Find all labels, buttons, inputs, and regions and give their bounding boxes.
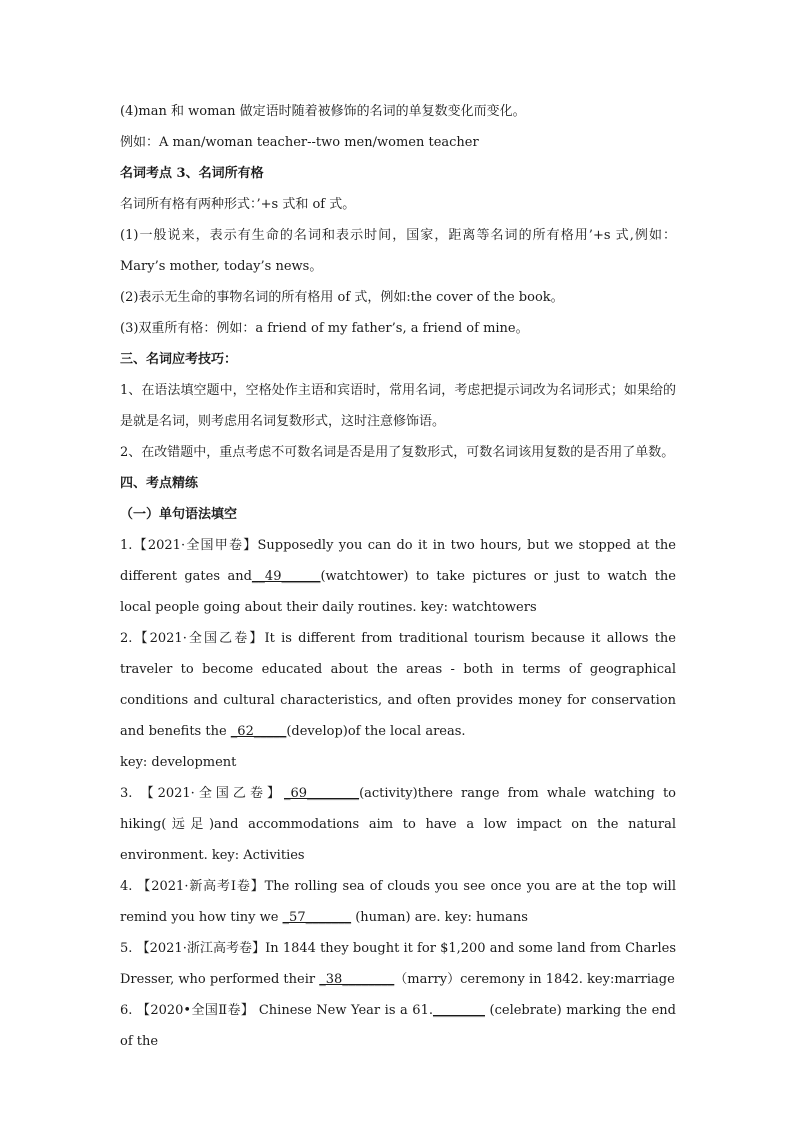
- exercise-text: (develop)of the local areas.: [286, 724, 466, 739]
- answer-blank: __49______: [251, 569, 321, 584]
- exercise-text: 3. 【2021·全国乙卷】: [120, 786, 285, 801]
- exercise-item: [120, 778, 676, 871]
- paragraph: (4)man 和 woman 做定语时随着被修饰的名词的单复数变化而变化。: [120, 104, 526, 119]
- answer-blank: ________: [432, 1003, 485, 1018]
- exercise-text: (watchtower) to take pictures or just to watch the local people going about their daily routines. key: watchtowers: [120, 569, 676, 615]
- answer-blank: _57_______: [282, 910, 352, 925]
- paragraph: 例如：A man/woman teacher--two men/women teacher: [120, 135, 479, 150]
- exercise-text: 4. 【2021·新高考Ⅰ卷】The rolling sea of clouds you see once you are at the top will remind you how tiny we: [120, 879, 676, 925]
- answer-blank: _62_____: [230, 724, 287, 739]
- paragraph: (2)表示无生命的事物名词的所有格用 of 式，例如:the cover of the book。: [120, 290, 564, 305]
- paragraph: 名词所有格有两种形式：’+s 式和 of 式。: [120, 197, 356, 212]
- exercise-text: 6. 【2020•全国Ⅱ卷】 Chinese New Year is a 61.: [120, 1003, 433, 1018]
- exercise-text: (celebrate) marking the end of the: [120, 1003, 676, 1049]
- exercise-item: [120, 530, 676, 623]
- exercise-text: (human) are. key: humans: [355, 910, 528, 925]
- exercise-item: [120, 871, 676, 933]
- exercise-text: (activity)there range from whale watching to hiking(远足)and accommodations aim to have a low impact on the natural environment. key: Activities: [120, 786, 676, 863]
- paragraph: (3)双重所有格：例如：a friend of my father’s, a friend of mine。: [120, 321, 529, 336]
- exercise-text: 1.【2021·全国甲卷】Supposedly you can do it in two hours, but we stopped at the different gates and: [120, 538, 676, 584]
- document-body: [120, 96, 676, 1057]
- exercise-text: 5. 【2021·浙江高考卷】In 1844 they bought it for $1,200 and some land from Charles Dresser, who performed their: [120, 941, 676, 987]
- answer-blank: _38________: [319, 972, 395, 987]
- answer-key: key: development: [120, 755, 237, 770]
- exercise-item: [120, 623, 676, 747]
- section-heading: 四、考点精练: [120, 476, 199, 491]
- paragraph: 1、在语法填空题中，空格处作主语和宾语时，常用名词，考虑把提示词改为名词形式；如果给的是就是名词，则考虑用名词复数形式，这时注意修饰语。: [120, 383, 676, 429]
- exercise-item: [120, 995, 676, 1057]
- answer-blank: _69________: [284, 786, 360, 801]
- section-heading: 三、名词应考技巧：: [120, 352, 238, 367]
- exercise-text: 2.【2021·全国乙卷】It is different from traditional tourism because it allows the traveler to become educated about the areas - both in terms of geographical conditions and cultural characteristics, and often provides money for conservation and benefits the: [120, 631, 676, 739]
- exercise-text: （marry）ceremony in 1842. key:marriage: [394, 972, 675, 987]
- paragraph: 2、在改错题中，重点考虑不可数名词是否是用了复数形式，可数名词该用复数的是否用了单数。: [120, 445, 675, 460]
- paragraph: (1)一般说来，表示有生命的名词和表示时间，国家，距离等名词的所有格用’+s 式,例如：Mary’s mother, today’s news。: [120, 228, 676, 274]
- section-heading: 名词考点 3、名词所有格: [120, 166, 264, 181]
- exercise-item: [120, 933, 676, 995]
- subsection-heading: （一）单句语法填空: [120, 507, 238, 522]
